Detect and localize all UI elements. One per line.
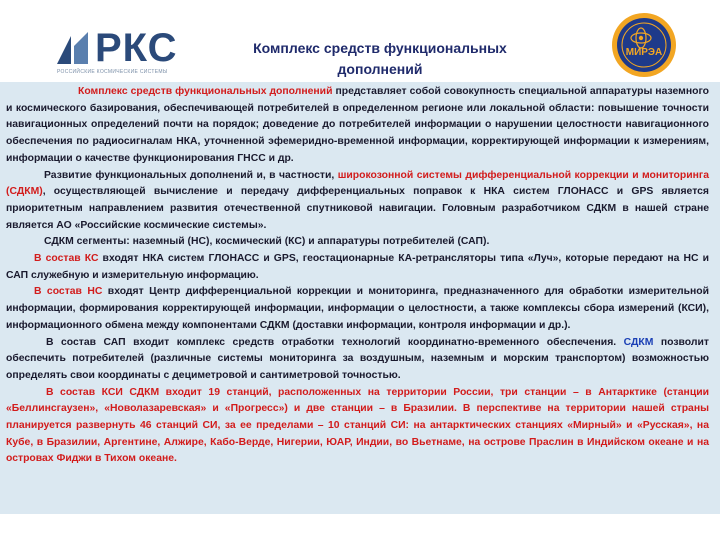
sdkm-highlight: широкозонной системы дифференциальной коррекции и мониторинга (СДКМ): [6, 169, 709, 198]
paragraph-definition: Комплекс средств функциональных дополнений представляет собой совокупность специальной аппаратуры наземного и космического базирования, обеспечивающей потребителей в определенном регионе или локальной области: повышение точности навигационных определений почти на порядок; доведение до потребителей информации о нарушении целостности навигационного обеспечения по радиосигналам НКА, уточненной эфемеридно-временной информации, корректирующей информации к измерениям, информации о качестве функционирования ГНСС и др.: [6, 86, 709, 164]
emblem-text: МИРЭА: [625, 47, 663, 58]
rks-logo: [57, 26, 187, 76]
logo-tagline: РОССИЙСКИЕ КОСМИЧЕСКИЕ СИСТЕМЫ: [57, 69, 168, 75]
paragraph-development: Развитие функциональных дополнений и, в частности, широкозонной системы дифференциальной коррекции и мониторинга (СДКМ), осуществляющей вычисление и передачу дифференциальных поправок к НКА систем ГЛОНАСС и GPS является приоритетным направлением развития отечественной спутниковой навигации. Головным разработчиком СДКМ в нашей стране является АО «Российские космические системы».: [6, 169, 709, 231]
ns-highlight: В состав НС: [34, 286, 103, 298]
mirea-emblem-icon: [611, 12, 677, 78]
slide-header: [0, 0, 720, 82]
paragraph-sap: В состав САП входит комплекс средств отработки технологий координатно-временного обеспечения. СДКМ позволит обеспечить потребителей (различные системы мониторинга за воздушным, наземным и морским транспортом) возможностью определять свои координаты с дециметровой и сантиметровой точностью.: [6, 336, 709, 381]
rks-mark-icon: [57, 32, 91, 64]
paragraph-ks: В состав КС входят НКА систем ГЛОНАСС и GPS, геостационарные КА-ретрансляторы типа «Луч», которые передают на НС и САП служебную и измерительную информацию.: [6, 253, 709, 281]
ks-highlight: В состав КС: [34, 253, 99, 265]
sdkm-blue-highlight: СДКМ: [623, 336, 654, 348]
paragraph-ksi: В состав КСИ СДКМ входит 19 станций, расположенных на территории России, три станции – в Антарктике (станции «Беллинсгаузен», «Новолазаревская» и «Прогресс») и две станции – в Бразилии. В перспективе на территории нашей страны планируется развернуть 46 станций СИ, за ее пределами – 10 станций СИ: на антарктических станциях «Мирный» и «Русская», на Кубе, в Бразилии, Аргентине, Алжире, Кабо-Верде, Нигерии, ЮАР, Индии, во Вьетнаме, на острове Праслин в Индийском океане и на островах Фиджи в Тихом океане.: [6, 386, 709, 465]
logo-text: РКС: [95, 26, 178, 70]
page-title: Комплекс средств функциональных дополнений: [253, 40, 507, 77]
content-area: [0, 82, 720, 514]
paragraph-segments: СДКМ сегменты: наземный (НС), космический (КС) и аппаратуры потребителей (САП).: [44, 236, 490, 248]
term-highlight: Комплекс средств функциональных дополнений: [78, 86, 333, 97]
paragraph-ns: В состав НС входят Центр дифференциальной коррекции и мониторинга, предназначенного для обработки измерительной информации, формирования корректирующей информации, информации о целостности, а также комплексы сбора измерений (КСИ), информационного обмена между компонентами СДКМ (доставки информации, контроля информации и др.).: [6, 286, 710, 331]
